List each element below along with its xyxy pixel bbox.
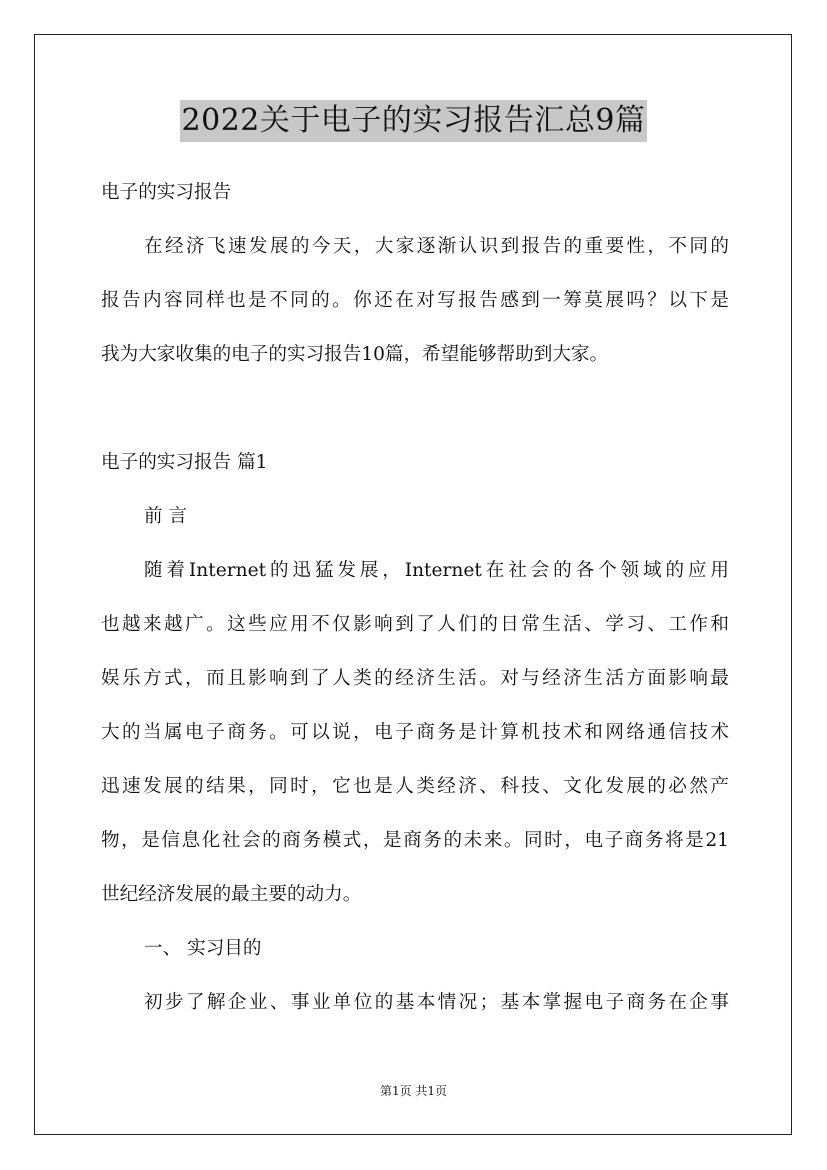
paragraph-line: 报告内容同样也是不同的。你还在对写报告感到一筹莫展吗？以下是 (101, 290, 729, 311)
subsection-heading: 前 言 (144, 506, 188, 527)
paragraph-line: 物，是信息化社会的商务模式，是商务的未来。同时，电子商务将是21 (101, 830, 729, 851)
paragraph-line: 初步了解企业、事业单位的基本情况；基本掌握电子商务在企事 (144, 992, 729, 1013)
document-body (101, 166, 729, 1030)
blank-line (101, 382, 729, 436)
paragraph-line: 在经济飞速发展的今天，大家逐渐认识到报告的重要性，不同的 (144, 236, 729, 257)
paragraph-line: 也越来越广。这些应用不仅影响到了人们的日常生活、学习、工作和 (101, 614, 729, 635)
title-text: 2022关于电子的实习报告汇总9篇 (180, 100, 648, 142)
paragraph-line: 我为大家收集的电子的实习报告10篇，希望能够帮助到大家。 (101, 344, 609, 365)
subsection-heading: 一、 实习目的 (144, 938, 262, 959)
page-footer: 第1页 共1页 (379, 1084, 448, 1098)
paragraph-line: 世纪经济发展的最主要的动力。 (101, 884, 362, 905)
section-heading: 电子的实习报告 篇1 (101, 452, 268, 473)
paragraph-line: 大的当属电子商务。可以说，电子商务是计算机技术和网络通信技术 (101, 722, 729, 743)
paragraph-line: 随着Internet的迅猛发展，Internet在社会的各个领域的应用 (144, 560, 729, 581)
document-title (0, 100, 827, 142)
section-heading: 电子的实习报告 (101, 182, 232, 203)
paragraph-line: 迅速发展的结果，同时，它也是人类经济、科技、文化发展的必然产 (101, 776, 729, 797)
paragraph-line: 娱乐方式，而且影响到了人类的经济生活。对与经济生活方面影响最 (101, 668, 729, 689)
